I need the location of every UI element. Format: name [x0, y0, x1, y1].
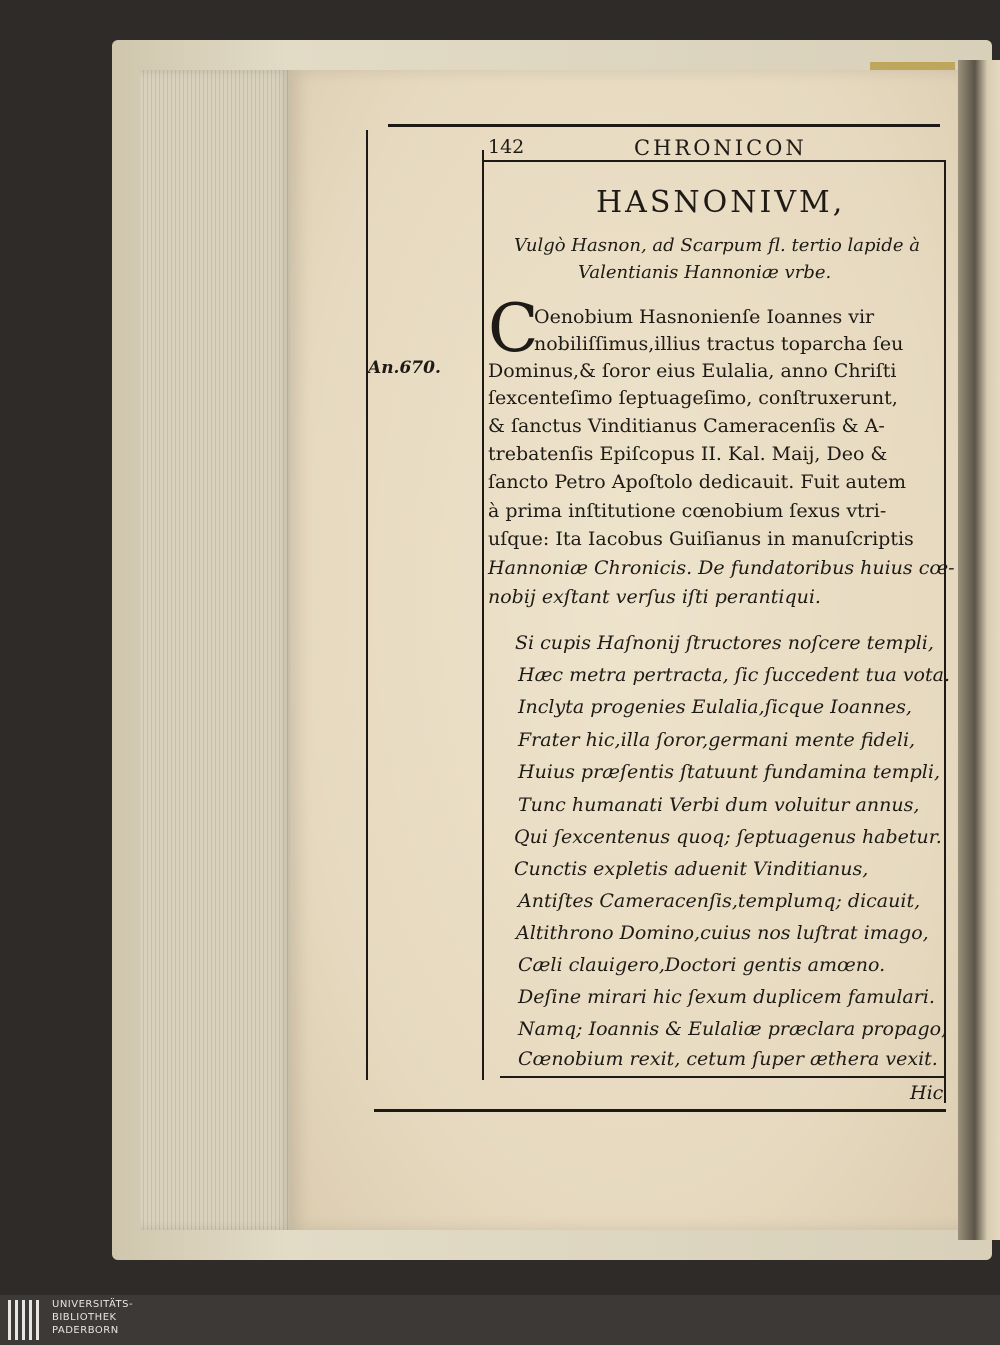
verse-line: Namq; Ioannis & Eulaliæ præclara propago, — [518, 1018, 948, 1040]
top-rule — [388, 124, 940, 127]
verse-line: Altithrono Domino,cuius nos luſtrat imago, — [516, 922, 929, 944]
verse-line: Qui ſexcentenus quoq; ſeptuagenus habetur. — [514, 826, 942, 848]
body-line: uſque: Ita Iacobus Guiſianus in manuſcriptis — [488, 528, 914, 550]
body-line: nobiliſſimus,illius tractus toparcha ſeu — [534, 333, 904, 355]
verse-line: Tunc humanati Verbi dum voluitur annus, — [518, 794, 920, 816]
verse-line: Frater hic,illa ſoror,germani mente fideli, — [518, 729, 916, 751]
page-number: 142 — [488, 136, 525, 158]
verse-line: Si cupis Haſnonij ſtructores noſcere templi, — [515, 632, 934, 654]
verse-line: Cœnobium rexit, cetum ſuper æthera vexit. — [518, 1048, 938, 1070]
catchword: Hic — [910, 1082, 944, 1104]
body-line: ſexcenteſimo ſeptuageſimo, conſtruxerunt, — [488, 387, 898, 409]
subtitle-line-2: Valentianis Hannoniæ vrbe. — [578, 262, 832, 283]
library-name-line-3: PADERBORN — [52, 1325, 119, 1336]
body-line: à prima inſtitutione cœnobium ſexus vtri- — [488, 500, 887, 522]
column-rule — [482, 150, 484, 1080]
verse-line: Cæli clauigero,Doctori gentis amœno. — [518, 954, 886, 976]
subtitle-line-1: Vulgò Hasnon, ad Scarpum fl. tertio lapide à — [514, 235, 920, 256]
verse-line: Deſine mirari hic ſexum duplicem famulari. — [518, 986, 935, 1008]
verse-line: Cunctis expletis aduenit Vinditianus, — [514, 858, 869, 880]
body-line: Oenobium Hasnonienſe Ioannes vir — [534, 306, 875, 328]
library-logo-icon — [8, 1300, 44, 1340]
verse-line: Antiſtes Cameracenſis,templumq; dicauit, — [518, 890, 921, 912]
body-line: Hannoniæ Chronicis. De fundatoribus huius cœ- — [488, 557, 955, 579]
verse-line: Inclyta progenies Eulalia,ſicque Ioannes, — [518, 696, 912, 718]
page-edges — [140, 70, 292, 1230]
header-rule — [483, 160, 945, 162]
body-line: & ſanctus Vinditianus Cameracenſis & A- — [488, 415, 885, 437]
bottom-rule — [374, 1109, 946, 1112]
right-frame-rule — [944, 160, 946, 1103]
library-name-line-2: BIBLIOTHEK — [52, 1312, 117, 1323]
library-name-line-1: UNIVERSITÄTS- — [52, 1299, 134, 1310]
left-frame-rule — [366, 130, 368, 1080]
library-footer — [0, 1295, 1000, 1345]
verse-line: Hæc metra pertracta, ſic ſuccedent tua vota. — [518, 664, 950, 686]
body-line: trebatenſis Epiſcopus II. Kal. Maij, Deo & — [488, 443, 888, 465]
text-bottom-rule — [500, 1076, 944, 1078]
body-line: ſancto Petro Apoſtolo dedicauit. Fuit autem — [488, 471, 906, 493]
body-line: nobij exſtant verſus iſti perantiqui. — [488, 586, 821, 608]
margin-note-year: An.670. — [368, 358, 441, 378]
drop-cap: C — [488, 290, 539, 367]
running-head: CHRONICON — [634, 136, 807, 160]
book-gutter — [958, 60, 1000, 1240]
page-title: HASNONIVM, — [596, 185, 846, 220]
verse-line: Huius præſentis ſtatuunt fundamina templi, — [518, 761, 940, 783]
body-line: Dominus,& ſoror eius Eulalia, anno Chriſti — [488, 360, 897, 382]
